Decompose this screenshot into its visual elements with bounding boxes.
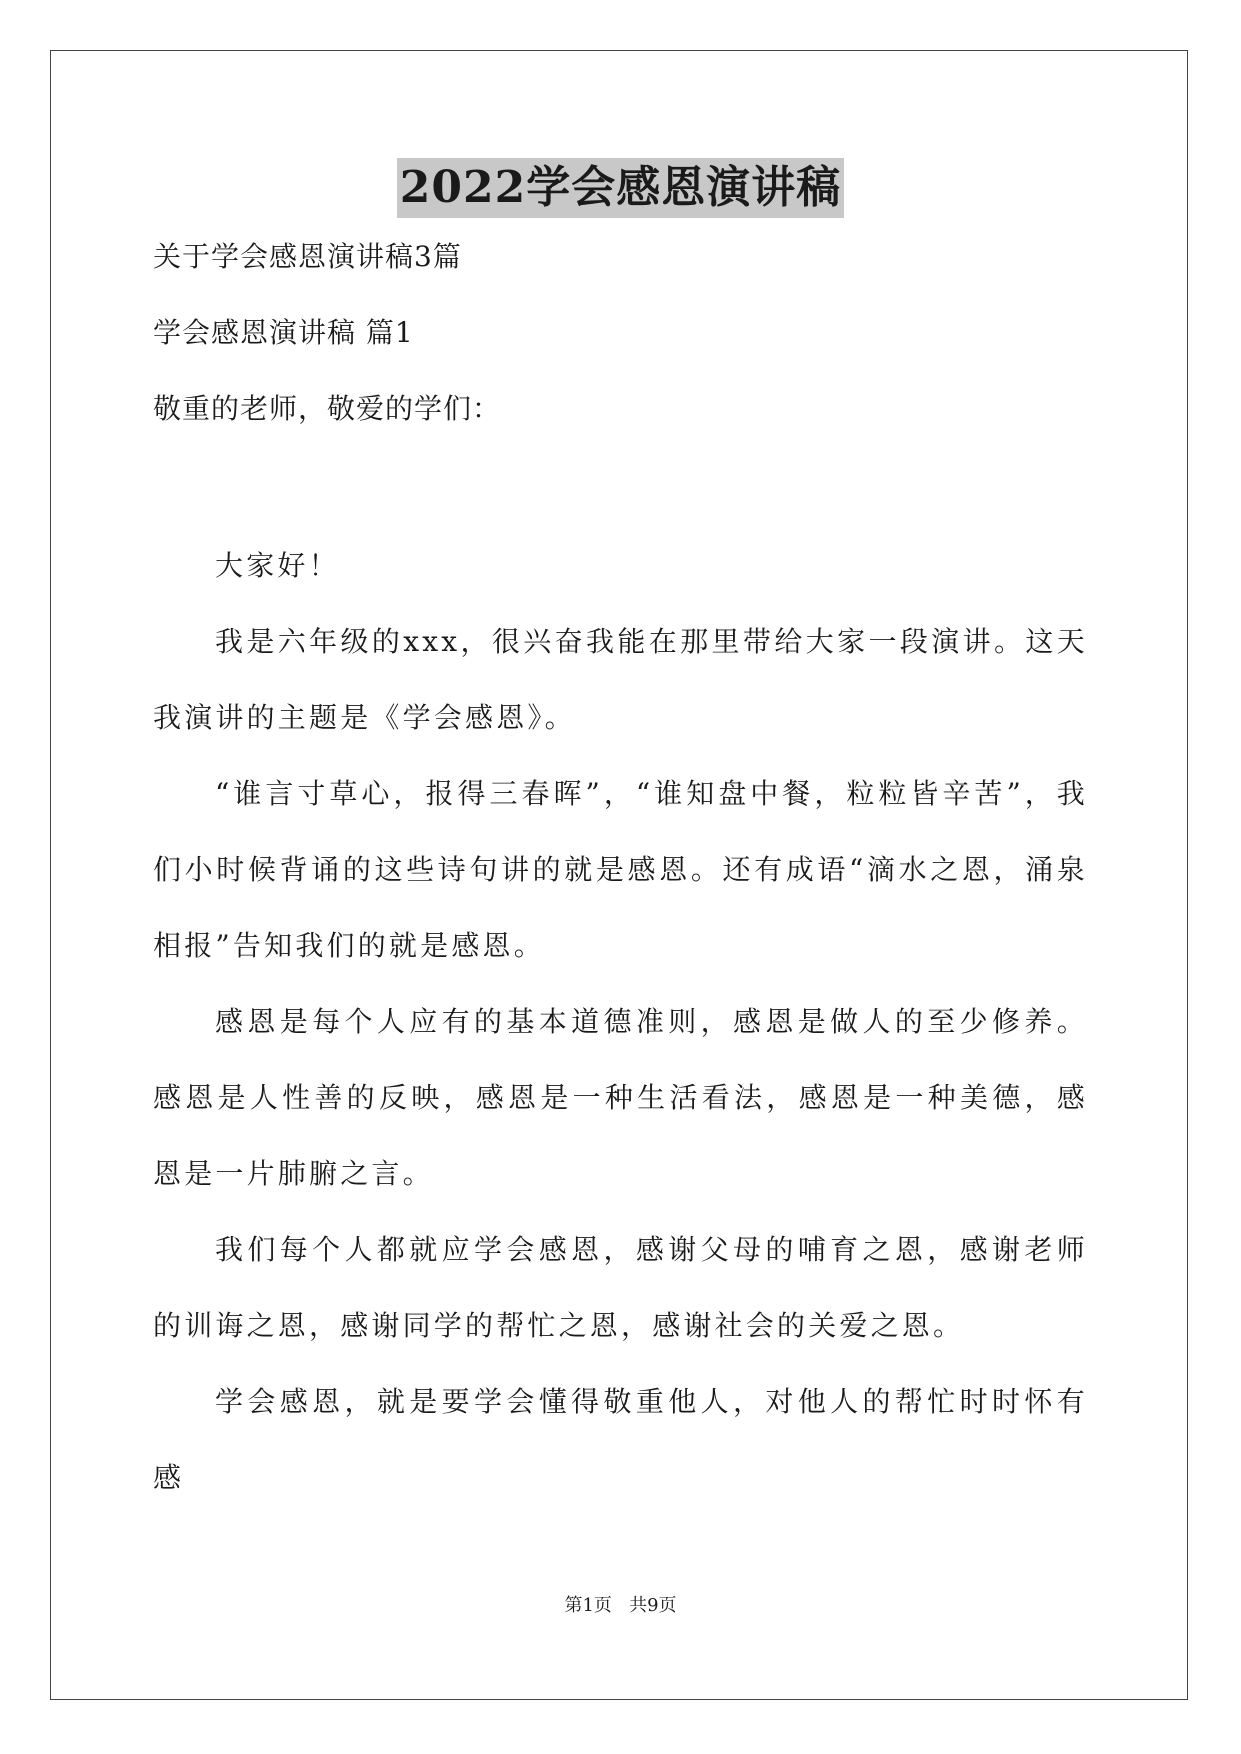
section-heading: 学会感恩演讲稿 篇1: [153, 316, 414, 349]
paragraph: 我是六年级的xxx，很兴奋我能在那里带给大家一段演讲。这天我演讲的主题是《学会感恩》。: [153, 625, 1088, 734]
paragraph: 我们每个人都就应学会感恩，感谢父母的哺育之恩，感谢老师的训诲之恩，感谢同学的帮忙之恩，感谢社会的关爱之恩。: [153, 1233, 1088, 1342]
paragraph: “谁言寸草心，报得三春晖”，“谁知盘中餐，粒粒皆辛苦”，我们小时候背诵的这些诗句讲的就是感恩。还有成语“滴水之恩，涌泉相报”告知我们的就是感恩。: [153, 777, 1088, 962]
page-footer: 第1页 共9页: [564, 1595, 677, 1616]
document-title: 2022学会感恩演讲稿: [397, 158, 844, 218]
title-container: [0, 158, 1241, 218]
paragraph: 感恩是每个人应有的基本道德准则，感恩是做人的至少修养。感恩是人性善的反映，感恩是一种生活看法，感恩是一种美德，感恩是一片肺腑之言。: [153, 1005, 1088, 1190]
paragraph: 学会感恩，就是要学会懂得敬重他人，对他人的帮忙时时怀有感: [153, 1385, 1088, 1494]
document-subtitle: 关于学会感恩演讲稿3篇: [153, 240, 462, 273]
salutation: 敬重的老师，敬爱的学们：: [153, 392, 502, 425]
paragraph: 大家好！: [215, 549, 340, 582]
